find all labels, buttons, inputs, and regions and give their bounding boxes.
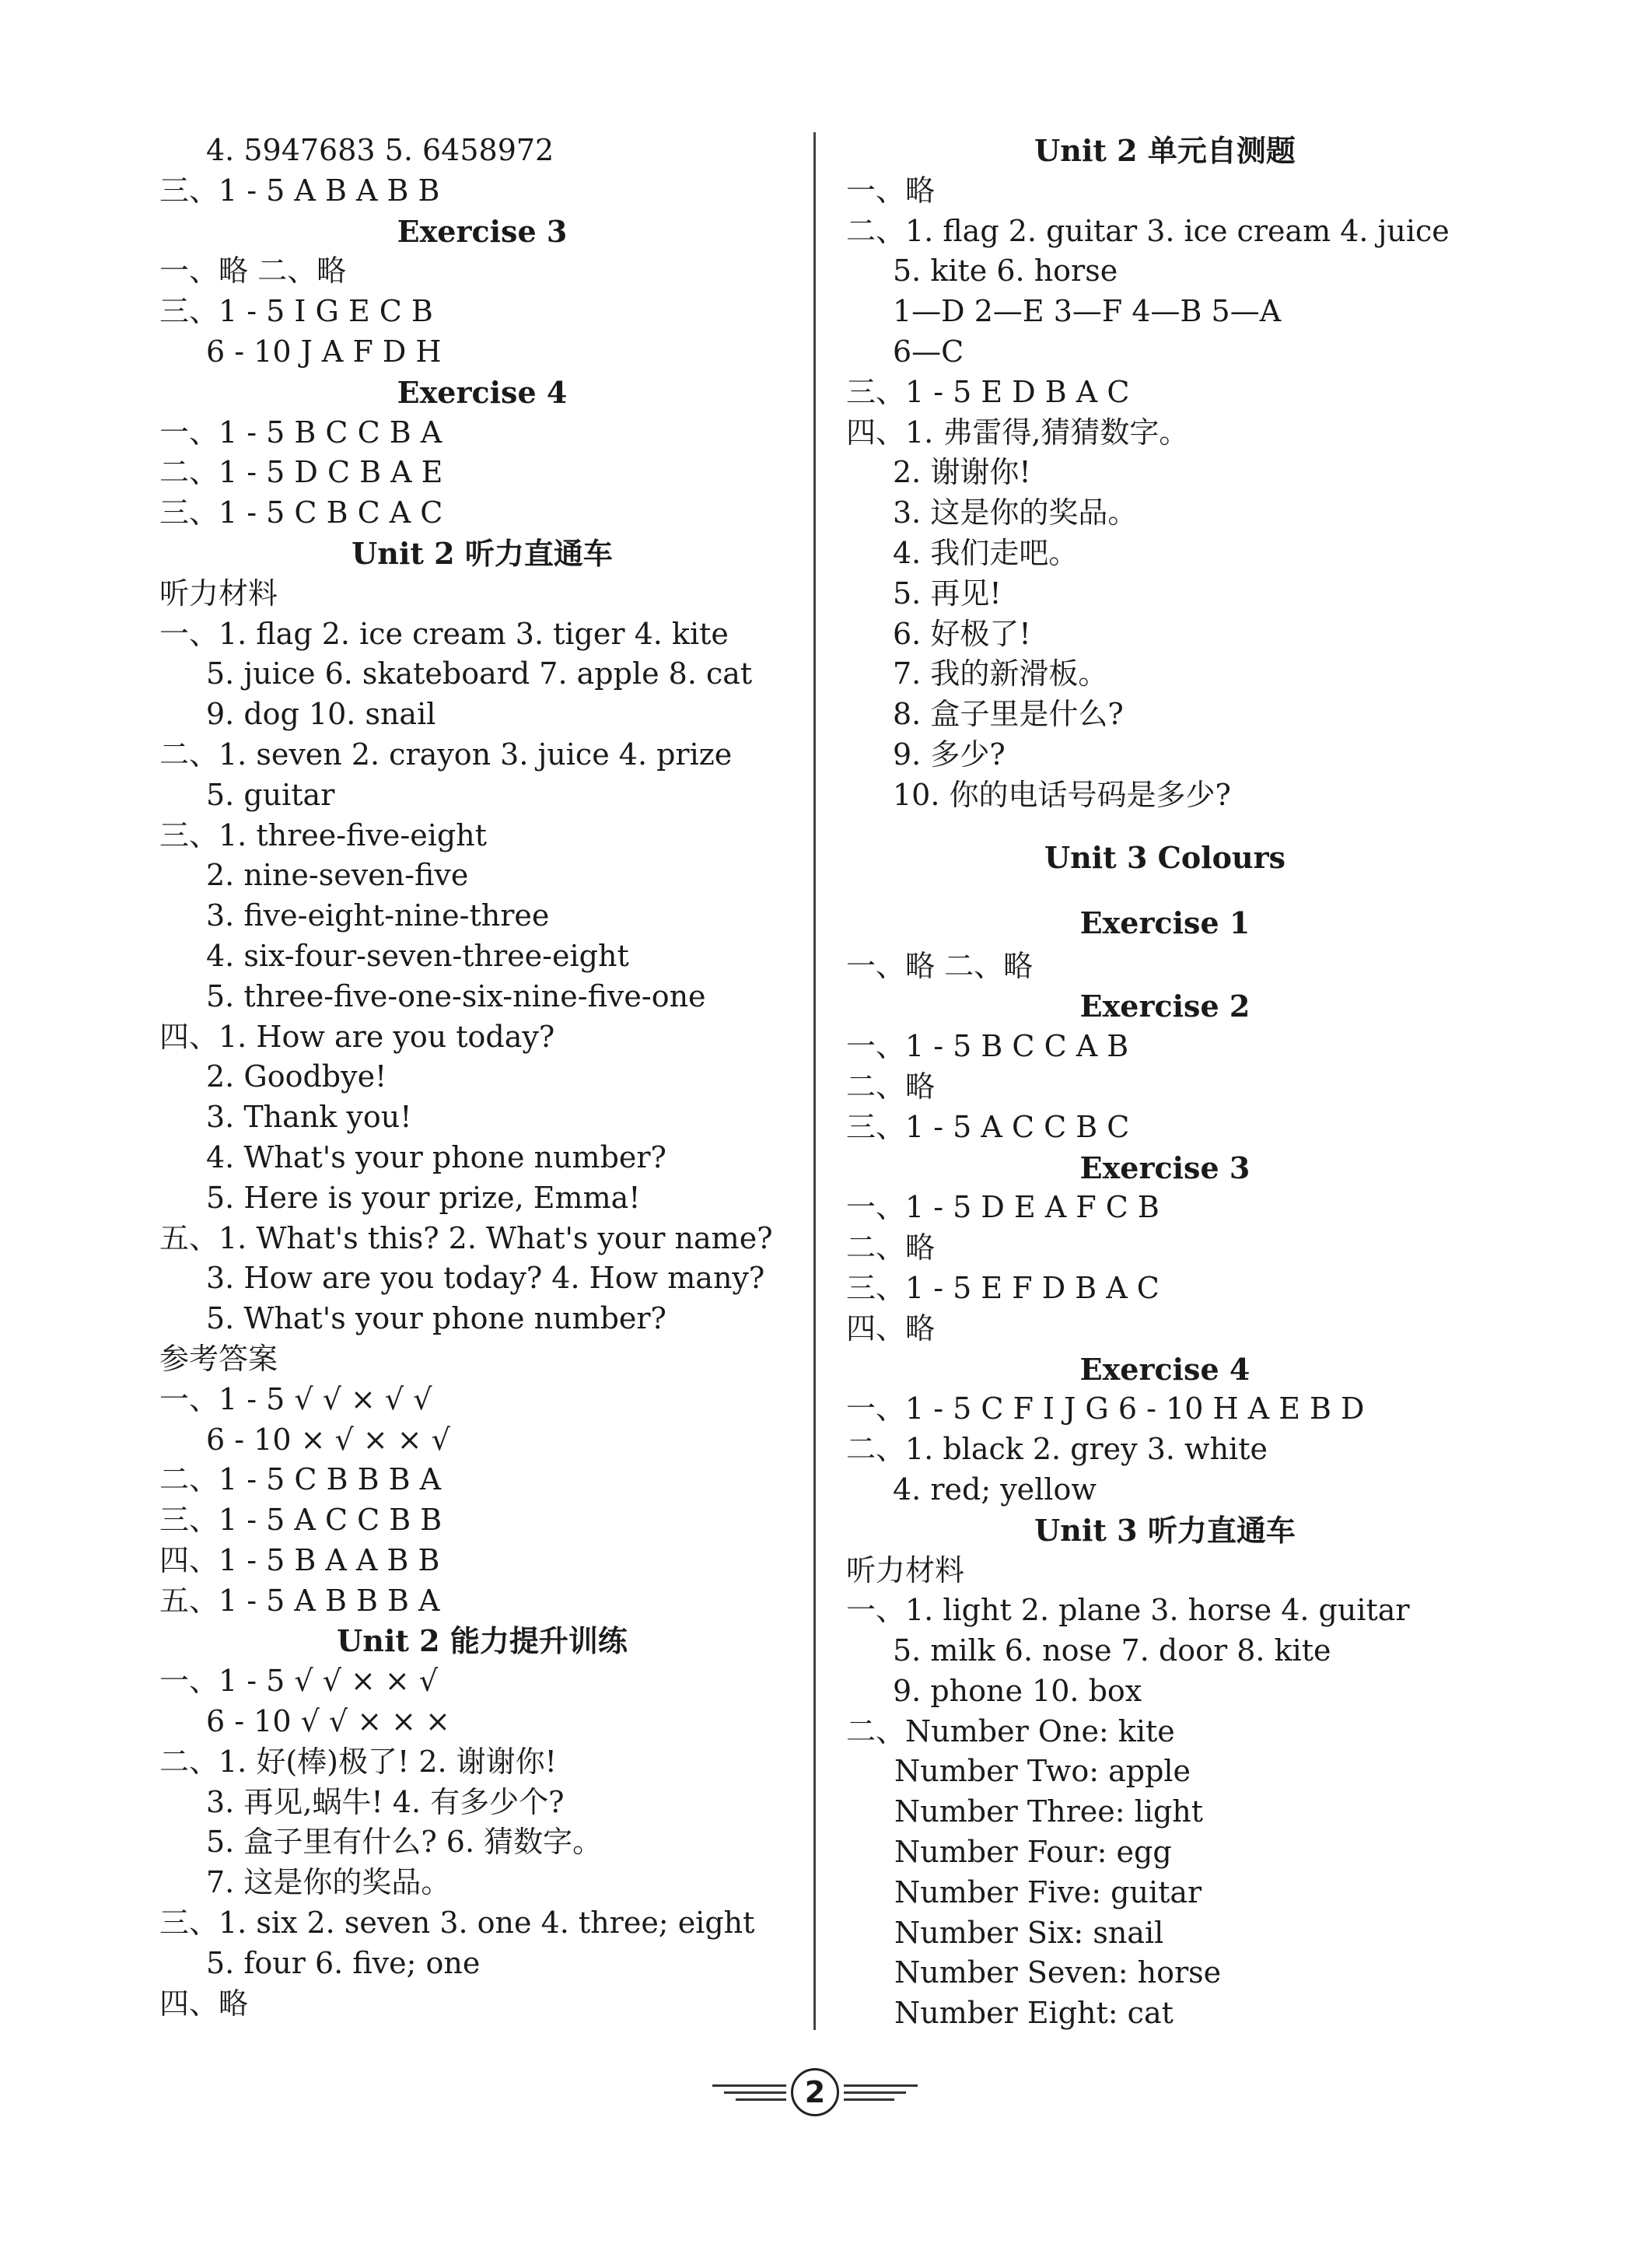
section-heading: Exercise 2 xyxy=(1079,989,1250,1024)
answer-line: 五、1. What's this? 2. What's your name? xyxy=(159,1220,773,1255)
answer-line: Number Three: light xyxy=(894,1794,1204,1829)
answer-line: 5. kite 6. horse xyxy=(893,254,1118,289)
section-heading: Unit 2 听力直通车 xyxy=(352,535,613,571)
answer-line: Number Seven: horse xyxy=(894,1955,1222,1990)
answer-line: 三、1. three-five-eight xyxy=(159,817,487,852)
answer-line: 7. 这是你的奖品。 xyxy=(206,1865,451,1900)
answer-line: 三、1 - 5 A C C B B xyxy=(159,1503,442,1538)
answer-line: 四、略 xyxy=(159,1986,249,2021)
answer-line: 三、1 - 5 E F D B A C xyxy=(846,1270,1160,1305)
answer-line: 9. 多少? xyxy=(893,737,1006,772)
answer-line: 2. 谢谢你! xyxy=(893,455,1031,490)
footer-rule-right xyxy=(844,2084,918,2101)
answer-line: 3. How are you today? 4. How many? xyxy=(206,1261,765,1296)
answer-line: 10. 你的电话号码是多少? xyxy=(893,777,1231,812)
answer-line: 1—D 2—E 3—F 4—B 5—A xyxy=(893,294,1282,329)
answer-line: Number Eight: cat xyxy=(894,1996,1174,2031)
answer-line: 5. 盒子里有什么? 6. 猜数字。 xyxy=(206,1825,603,1860)
section-heading: Unit 2 单元自测题 xyxy=(1034,133,1296,168)
answer-line: 四、1 - 5 B A A B B xyxy=(159,1542,440,1577)
answer-line: 三、1 - 5 A C C B C xyxy=(846,1109,1130,1144)
answer-line: 6 - 10 √ √ × × × xyxy=(206,1704,450,1739)
answer-line: 一、略 xyxy=(846,173,936,208)
answer-line: 二、1. 好(棒)极了! 2. 谢谢你! xyxy=(159,1744,557,1779)
answer-line: 一、1 - 5 B C C B A xyxy=(159,415,442,450)
answer-line: 四、1. How are you today? xyxy=(159,1019,555,1054)
page-number: 2 xyxy=(791,2068,839,2116)
answer-line: 听力材料 xyxy=(159,576,278,611)
answer-line: 二、Number One: kite xyxy=(846,1713,1175,1748)
answer-line: 五、1 - 5 A B B B A xyxy=(159,1583,440,1618)
answer-line: Number Six: snail xyxy=(894,1915,1164,1950)
section-heading: Exercise 3 xyxy=(397,213,568,249)
answer-line: 四、1. 弗雷得,猜猜数字。 xyxy=(846,415,1189,450)
answer-line: 一、1 - 5 √ √ × × √ xyxy=(159,1664,439,1699)
answer-line: 一、1. flag 2. ice cream 3. tiger 4. kite xyxy=(159,616,729,651)
section-heading: Unit 2 能力提升训练 xyxy=(337,1623,628,1659)
answer-line: 3. 这是你的奖品。 xyxy=(893,495,1138,530)
answer-line: 4. 5947683 5. 6458972 xyxy=(206,133,554,167)
answer-line: 9. dog 10. snail xyxy=(206,697,436,732)
answer-line: 三、1 - 5 C B C A C xyxy=(159,495,443,530)
answer-line: 5. juice 6. skateboard 7. apple 8. cat xyxy=(206,656,753,691)
answer-line: 二、1. flag 2. guitar 3. ice cream 4. juice xyxy=(846,213,1450,248)
answer-line: 5. guitar xyxy=(206,777,335,812)
answer-line: 一、1. light 2. plane 3. horse 4. guitar xyxy=(846,1593,1410,1628)
answer-line: 听力材料 xyxy=(846,1552,965,1587)
answer-line: 6 - 10 J A F D H xyxy=(206,334,442,369)
answer-line: 8. 盒子里是什么? xyxy=(893,697,1124,732)
answer-line: Number Four: egg xyxy=(894,1835,1172,1870)
answer-line: 3. Thank you! xyxy=(206,1100,412,1135)
section-heading: Unit 3 听力直通车 xyxy=(1034,1512,1296,1548)
answer-line: 一、1 - 5 C F I J G 6 - 10 H A E B D xyxy=(846,1391,1365,1426)
answer-line: 一、略 二、略 xyxy=(846,948,1034,983)
answer-line: 6. 好极了! xyxy=(893,616,1031,651)
answer-line: 9. phone 10. box xyxy=(893,1673,1142,1708)
answer-line: 二、1 - 5 C B B B A xyxy=(159,1462,442,1497)
answer-line: 4. six-four-seven-three-eight xyxy=(206,938,629,973)
answer-line: 三、1. six 2. seven 3. one 4. three; eight xyxy=(159,1906,755,1941)
right-column xyxy=(846,131,1484,2034)
answer-line: 3. 再见,蜗牛! 4. 有多少个? xyxy=(206,1784,565,1819)
answer-line: 二、略 xyxy=(846,1230,936,1265)
answer-line: 4. 我们走吧。 xyxy=(893,535,1079,570)
answer-line: 4. red; yellow xyxy=(893,1472,1097,1507)
section-heading: Exercise 3 xyxy=(1079,1150,1250,1185)
answer-line: 一、1 - 5 B C C A B xyxy=(846,1029,1129,1064)
answer-line: 5. milk 6. nose 7. door 8. kite xyxy=(893,1633,1331,1668)
page-footer xyxy=(0,2069,1630,2116)
answer-line: 二、1. seven 2. crayon 3. juice 4. prize xyxy=(159,737,733,772)
left-column xyxy=(159,131,805,2024)
answer-line: 一、1 - 5 D E A F C B xyxy=(846,1190,1160,1225)
answer-line: Number Five: guitar xyxy=(894,1874,1202,1909)
section-heading: Exercise 1 xyxy=(1079,905,1250,940)
answer-line: 7. 我的新滑板。 xyxy=(893,656,1108,691)
answer-line: 二、略 xyxy=(846,1069,936,1104)
answer-line: 三、1 - 5 E D B A C xyxy=(846,374,1130,409)
answer-line: 二、1 - 5 D C B A E xyxy=(159,455,443,490)
answer-line: 2. nine-seven-five xyxy=(206,858,469,893)
answer-line: 6—C xyxy=(893,334,964,369)
answer-line: Number Two: apple xyxy=(894,1754,1191,1789)
section-heading: Exercise 4 xyxy=(397,374,568,410)
answer-line: 二、1. black 2. grey 3. white xyxy=(846,1432,1268,1467)
section-heading: Unit 3 Colours xyxy=(1044,839,1286,875)
answer-line: 5. four 6. five; one xyxy=(206,1945,481,1980)
answer-line: 三、1 - 5 A B A B B xyxy=(159,173,440,208)
answer-line: 参考答案 xyxy=(159,1341,278,1376)
answer-line: 6 - 10 × √ × × √ xyxy=(206,1422,450,1457)
answer-line: 5. 再见! xyxy=(893,576,1002,611)
answer-line: 四、略 xyxy=(846,1311,936,1346)
column-divider xyxy=(813,132,816,2030)
answer-line: 4. What's your phone number? xyxy=(206,1139,666,1174)
answer-line: 5. three-five-one-six-nine-five-one xyxy=(206,978,706,1013)
answer-line: 三、1 - 5 I G E C B xyxy=(159,294,433,329)
answer-line: 5. Here is your prize, Emma! xyxy=(206,1180,641,1215)
answer-line: 一、略 二、略 xyxy=(159,254,347,289)
answer-line: 一、1 - 5 √ √ × √ √ xyxy=(159,1381,432,1416)
section-heading: Exercise 4 xyxy=(1079,1351,1250,1387)
answer-line: 3. five-eight-nine-three xyxy=(206,898,550,933)
answer-line: 5. What's your phone number? xyxy=(206,1301,666,1336)
answer-line: 2. Goodbye! xyxy=(206,1059,387,1094)
footer-rule-left xyxy=(712,2084,786,2101)
